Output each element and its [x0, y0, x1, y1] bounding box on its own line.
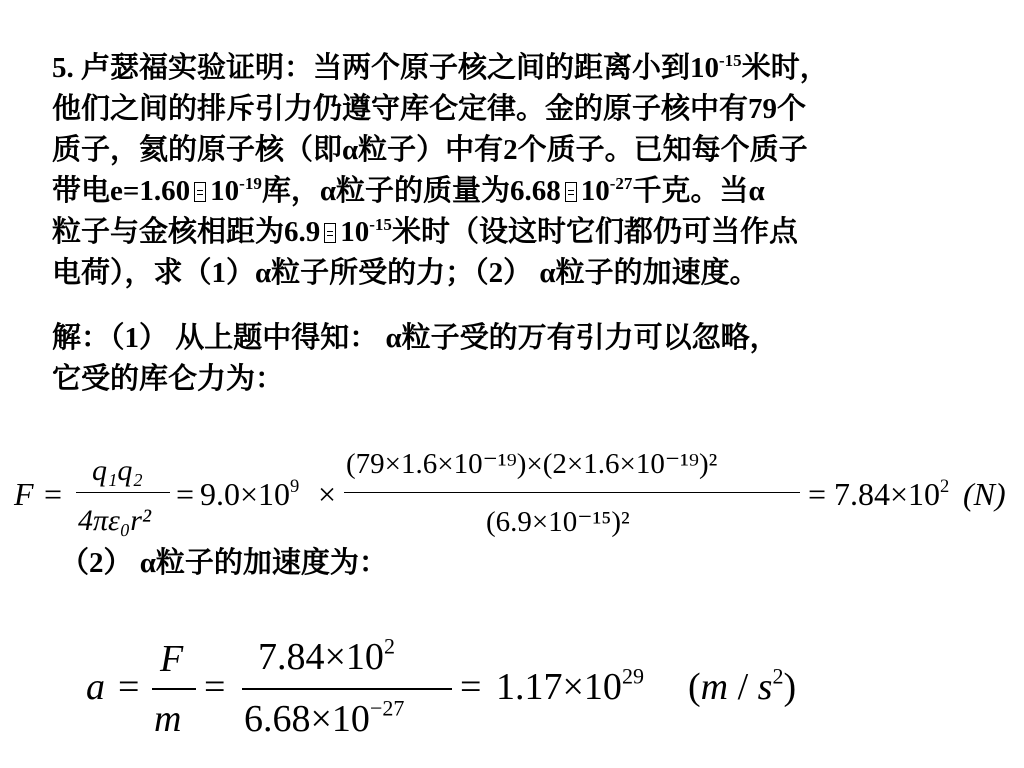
formula1-frac2-den: (6.9×10⁻¹⁵)² — [486, 506, 630, 538]
problem-line-2: 他们之间的排斥引力仍遵守库仑定律。金的原子核中有79个 — [52, 93, 807, 125]
formula2-frac2-num: $7.84\times 10^2$ — [258, 633, 395, 678]
formula2-frac1-bar — [152, 688, 196, 690]
formula1-frac1-num: q₁q₂ — [92, 454, 143, 487]
formula2-frac2-den: $6.68\times 10^{-27}$ — [244, 695, 405, 740]
problem-line-3: 质子，氦的原子核（即α粒子）中有2个质子。已知每个质子 — [52, 134, 808, 166]
formula1-result: $7.84\times 10^2$ — [834, 476, 950, 512]
formula2-eq2: = — [204, 666, 226, 708]
problem-line-6: 电荷），求（1）α粒子所受的力；（2） α粒子的加速度。 — [52, 257, 759, 289]
problem-line-1: 5. 卢瑟福实验证明：当两个原子核之间的距离小到$10^{-15}$米时， — [52, 51, 829, 84]
formula2-eq3: = — [460, 666, 482, 708]
problem-line-5: 粒子与金核相距为6.9 $10^{-15}$米时（设这时它们都仍可当作点 — [52, 215, 798, 248]
formula1-frac1-den: 4πε₀r² — [78, 504, 151, 537]
formula1-const: $9.0\times 10^9$ — [200, 476, 300, 512]
formula1-lhs: F — [14, 476, 34, 512]
formula2-lhs: a — [86, 666, 105, 708]
solution-line-2: 它受的库仑力为： — [52, 363, 285, 395]
problem-line-4: 带电e=1.60 $10^{-19}$库，α粒子的质量为6.68 $10^{-27}$千克。当α — [52, 174, 765, 207]
formula1-eq3: = — [808, 476, 827, 512]
formula1-eq1: = — [44, 476, 63, 512]
formula2-unit: $(m / s^2)$ — [688, 663, 797, 708]
formula1-unit: (N) — [963, 476, 1006, 512]
formula2-eq1: = — [118, 666, 140, 708]
formula2-frac2-bar — [242, 688, 452, 690]
formula1-frac2-num: (79×1.6×10⁻¹⁹)×(2×1.6×10⁻¹⁹)² — [346, 448, 718, 480]
formula2-frac1-num: F — [160, 638, 184, 680]
formula1-eq2: = — [176, 476, 195, 512]
formula1-times: × — [318, 476, 337, 512]
formula2-result: $1.17\times 10^{29}$ — [496, 663, 644, 708]
solution-line-1: 解：（1） 从上题中得知： α粒子受的万有引力可以忽略， — [52, 322, 779, 354]
part2-label: （2） α粒子的加速度为： — [60, 547, 388, 579]
formula2-frac1-den: m — [154, 698, 182, 740]
